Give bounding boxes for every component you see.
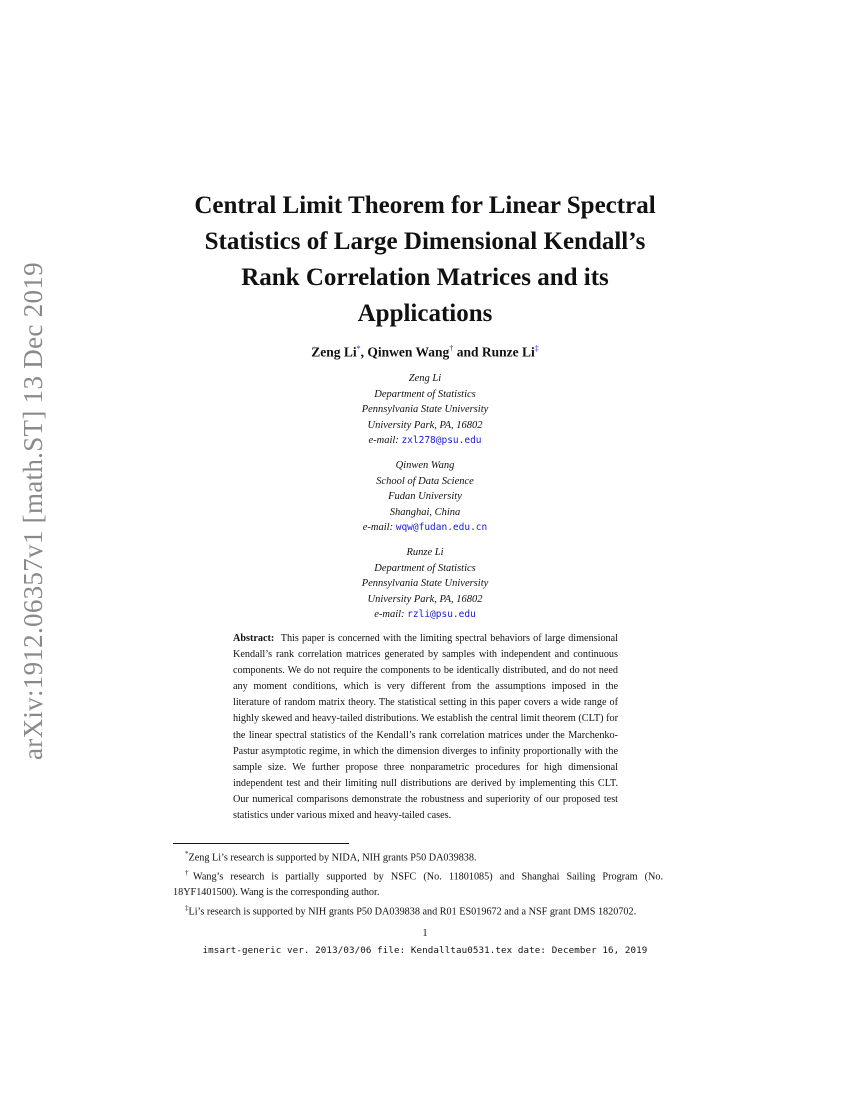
footnote [173, 847, 663, 866]
affiliation-line: Department of Statistics [374, 562, 476, 574]
author-name: Zeng Li [311, 344, 357, 360]
affiliation-line: Shanghai, China [389, 506, 461, 518]
affiliation-line: Pennsylvania State University [361, 404, 489, 415]
footnote-divider [173, 843, 349, 844]
affiliation-line: Department of Statistics [374, 388, 476, 400]
running-footer: imsart-generic ver. 2013/03/06 file: Kendalltau0531.tex date: December 16, 2019 [202, 945, 648, 956]
email-label: e-mail: [368, 435, 402, 446]
author-name: Qinwen Wang [367, 344, 450, 360]
footnote-mark: * [185, 850, 189, 858]
footnote [173, 866, 663, 901]
affiliation-line: University Park, PA, 16802 [367, 593, 483, 605]
affiliation-block [250, 545, 600, 623]
title-line: Applications [357, 300, 493, 327]
footnote-mark: † [185, 869, 194, 878]
affiliation-line: University Park, PA, 16802 [367, 419, 483, 431]
email-link[interactable]: wqw@fudan.edu.cn [395, 522, 488, 533]
author-separator: , [360, 344, 368, 360]
paper-title [150, 188, 700, 332]
email-link[interactable]: zxl278@psu.edu [401, 435, 482, 446]
title-line: Central Limit Theorem for Linear Spectral [194, 192, 656, 219]
title-line: Statistics of Large Dimensional Kendall’s [204, 228, 646, 255]
abstract [233, 631, 618, 824]
arxiv-identifier-stamp: arXiv:1912.06357v1 [math.ST] 13 Dec 2019 [18, 262, 48, 760]
affiliation-line: Runze Li [406, 547, 444, 558]
footnotes [173, 847, 663, 920]
affiliation-line: Qinwen Wang [395, 460, 455, 471]
author-list [150, 344, 700, 361]
affiliation-block [250, 371, 600, 449]
affiliation-line: Pennsylvania State University [361, 578, 489, 589]
author-footnote-mark[interactable]: * [356, 344, 361, 353]
affiliation-line: School of Data Science [376, 475, 474, 487]
footnote [173, 901, 663, 920]
footnote-text: Li’s research is supported by NIH grants P50 DA039838 and R01 ES019672 and a NSF grant DMS 1820702. [188, 906, 637, 918]
title-line: Rank Correlation Matrices and its [241, 264, 609, 291]
footnote-mark: ‡ [185, 903, 189, 912]
author-footnote-mark[interactable]: † [449, 344, 454, 353]
abstract-text: This paper is concerned with the limiting spectral behaviors of large dimensional Kendall’s rank correlation matrices generated by samples with independent and continuous components. We do not require the components to be identically distributed, and do not need any moment conditions, which is very different from the assumptions imposed in the literature of random matrix theory. The statistical setting in this paper covers a wide range of highly skewed and heavy-tailed distributions. We establish the central limit theorem (CLT) for the linear spectral statistics of the Kendall’s rank correlation matrices under the Marchenko-Pastur asymptotic regime, in which the dimension diverges to infinity proportionally with the sample size. We further propose three nonparametric procedures for high dimensional independent test and their limiting null distributions are derived by implementing this CLT. Our numerical comparisons demonstrate the robustness and superiority of our proposed test statistics under various mixed and heavy-tailed cases. [233, 633, 618, 822]
affiliation-line: Zeng Li [408, 373, 442, 384]
affiliation-block [250, 458, 600, 536]
footnote-text: Zeng Li’s research is supported by NIDA, NIH grants P50 DA039838. [188, 852, 477, 864]
author-name: Runze Li [481, 344, 535, 360]
email-label: e-mail: [374, 609, 408, 620]
footnote-text: Wang’s research is partially supported by NSFC (No. 11801085) and Shanghai Sailing Program (No. 18YF1401500). Wang is the corresponding author. [173, 871, 663, 899]
author-footnote-mark[interactable]: ‡ [534, 344, 539, 353]
abstract-label: Abstract: [233, 633, 275, 644]
email-link[interactable]: rzli@psu.edu [407, 609, 476, 620]
page-number: 1 [422, 928, 428, 939]
author-separator: and [453, 344, 482, 360]
email-label: e-mail: [362, 522, 396, 533]
affiliation-line: Fudan University [388, 491, 462, 502]
